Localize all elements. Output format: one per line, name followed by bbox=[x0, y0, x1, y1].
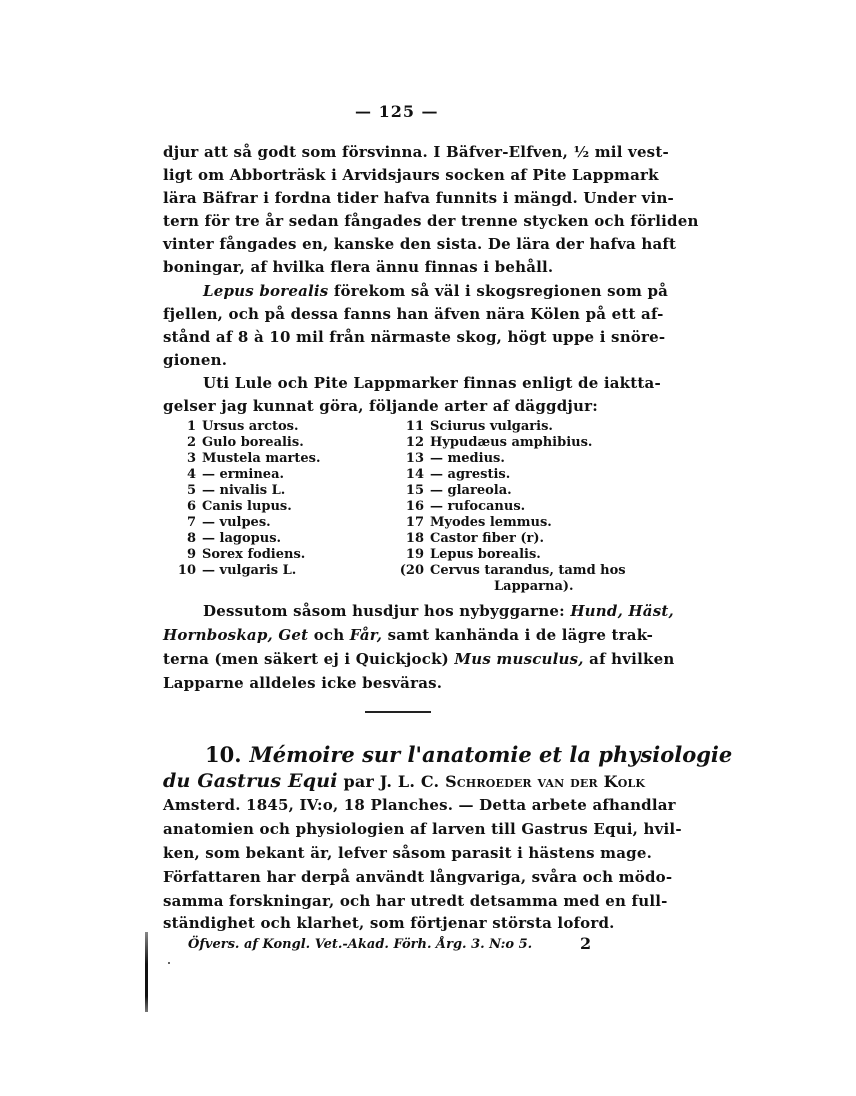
list-number: 10 bbox=[177, 563, 196, 578]
section-heading bbox=[205, 742, 732, 767]
text-line: stånd af 8 à 10 mil från närmaste skog, högt uppe i snöre- bbox=[163, 328, 666, 346]
text-line bbox=[163, 770, 646, 792]
list-number: 17 bbox=[405, 515, 424, 530]
list-item: Myodes lemmus. bbox=[430, 515, 552, 530]
text-span: af hvilken bbox=[589, 650, 675, 668]
text-line: samma forskningar, och har utredt detsamma med en full- bbox=[163, 892, 668, 910]
list-item: — medius. bbox=[430, 451, 505, 466]
species-list-right bbox=[388, 419, 626, 595]
list-number: 6 bbox=[186, 499, 196, 514]
list-number: 19 bbox=[405, 547, 424, 562]
text-line: Författaren har derpå användt långvariga, svåra och mödo- bbox=[163, 868, 673, 886]
text-line: ken, som bekant är, lefver såsom parasit i hästens mage. bbox=[163, 844, 652, 862]
author-name: Schroeder van der Kolk bbox=[445, 772, 646, 791]
text-line: gionen. bbox=[163, 351, 228, 369]
list-item: Castor fiber (r). bbox=[430, 531, 545, 546]
text-line: boningar, af hvilka flera ännu finnas i behåll. bbox=[163, 258, 554, 276]
list-item: Sciurus vulgaris. bbox=[430, 419, 553, 434]
list-item: Gulo borealis. bbox=[202, 435, 304, 450]
text-span: Får, bbox=[349, 626, 383, 644]
text-span: förekom så väl i skogsregionen som på bbox=[333, 282, 669, 300]
text-line: vinter fångades en, kanske den sista. De lära der hafva haft bbox=[163, 235, 677, 253]
text-line: gelser jag kunnat göra, följande arter af däggdjur: bbox=[163, 397, 598, 415]
section-divider bbox=[365, 711, 431, 713]
list-number: 7 bbox=[186, 515, 196, 530]
list-item: Mustela martes. bbox=[202, 451, 321, 466]
scan-speck bbox=[168, 962, 170, 964]
list-number: 4 bbox=[186, 467, 196, 482]
text-line: Lapparne alldeles icke besväras. bbox=[163, 674, 443, 692]
text-line: ligt om Abborträsk i Arvidsjaurs socken af Pite Lappmark bbox=[163, 166, 659, 184]
species-list-left bbox=[160, 419, 320, 579]
text-span: Hornboskap, Get bbox=[163, 626, 309, 644]
list-item: Canis lupus. bbox=[202, 499, 292, 514]
text-span: Dessutom såsom husdjur hos nybyggarne: bbox=[203, 602, 565, 620]
list-number: 14 bbox=[405, 467, 424, 482]
text-line: lära Bäfrar i fordna tider hafva funnits i mängd. Under vin- bbox=[163, 189, 674, 207]
text-line bbox=[203, 601, 674, 621]
text-line: djur att så godt som försvinna. I Bäfver-Elfven, ½ mil vest- bbox=[163, 143, 669, 161]
section-title: Mémoire sur l'anatomie et la physiologie bbox=[249, 742, 733, 767]
text-span: par J. L. C. bbox=[343, 772, 440, 791]
list-item: — agrestis. bbox=[430, 467, 511, 482]
list-number: 1 bbox=[186, 419, 196, 434]
text-span: Hund, Häst, bbox=[570, 602, 674, 620]
list-number: (20 bbox=[399, 563, 424, 578]
list-item: — glareola. bbox=[430, 483, 512, 498]
text-line: Uti Lule och Pite Lappmarker finnas enligt de iaktta- bbox=[203, 374, 661, 392]
list-item: Hypudæus amphibius. bbox=[430, 435, 593, 450]
list-item: — ermineа. bbox=[202, 467, 285, 482]
list-number: 15 bbox=[405, 483, 424, 498]
text-span: samt kanhända i de lägre trak- bbox=[387, 626, 654, 644]
text-line: fjellen, och på dessa fanns han äfven nära Kölen på ett af- bbox=[163, 305, 664, 323]
list-item: Lepus borealis. bbox=[430, 547, 541, 562]
list-number: 3 bbox=[186, 451, 196, 466]
list-number: 16 bbox=[405, 499, 424, 514]
list-item: — rufocanus. bbox=[430, 499, 526, 514]
text-line bbox=[203, 281, 669, 301]
list-item: — vulpes. bbox=[202, 515, 271, 530]
section-number: 10. bbox=[205, 742, 242, 767]
section-title-cont: du Gastrus Equi bbox=[163, 770, 338, 792]
species-name: Lepus borealis bbox=[203, 282, 329, 300]
scan-margin-mark bbox=[145, 932, 148, 1012]
list-number: 12 bbox=[405, 435, 424, 450]
list-number: 8 bbox=[186, 531, 196, 546]
list-number: 9 bbox=[186, 547, 196, 562]
journal-footer: Öfvers. af Kongl. Vet.-Akad. Förh. Årg. 3. N:o 5. bbox=[188, 937, 533, 952]
text-line: ständighet och klarhet, som förtjenar största loford. bbox=[163, 914, 615, 932]
list-item: — lagopus. bbox=[202, 531, 282, 546]
page-number: — 125 — bbox=[355, 102, 439, 121]
list-item: — nivalis L. bbox=[202, 483, 286, 498]
list-number bbox=[388, 579, 430, 595]
list-number: 5 bbox=[186, 483, 196, 498]
text-line bbox=[163, 649, 675, 669]
list-number: 18 bbox=[405, 531, 424, 546]
list-item: Sorex fodiens. bbox=[202, 547, 306, 562]
text-line: tern för tre år sedan fångades der trenne stycken och förliden bbox=[163, 212, 699, 230]
list-item: Lapparna). bbox=[494, 579, 574, 594]
list-item: Cervus tarandus, tamd hos bbox=[430, 563, 626, 578]
list-number: 13 bbox=[405, 451, 424, 466]
text-span: Mus musculus, bbox=[454, 650, 584, 668]
list-item: Ursus arctos. bbox=[202, 419, 299, 434]
text-span: och bbox=[313, 626, 345, 644]
list-number: 11 bbox=[405, 419, 424, 434]
list-number: 2 bbox=[186, 435, 196, 450]
text-span: terna (men säkert ej i Quickjock) bbox=[163, 650, 449, 668]
list-item: — vulgaris L. bbox=[202, 563, 297, 578]
sheet-number: 2 bbox=[580, 934, 592, 953]
text-line: anatomien och physiologien af larven till Gastrus Equi, hvil- bbox=[163, 820, 682, 838]
text-line: Amsterd. 1845, IV:o, 18 Planches. — Detta arbete afhandlar bbox=[163, 796, 676, 814]
text-line bbox=[163, 625, 654, 645]
